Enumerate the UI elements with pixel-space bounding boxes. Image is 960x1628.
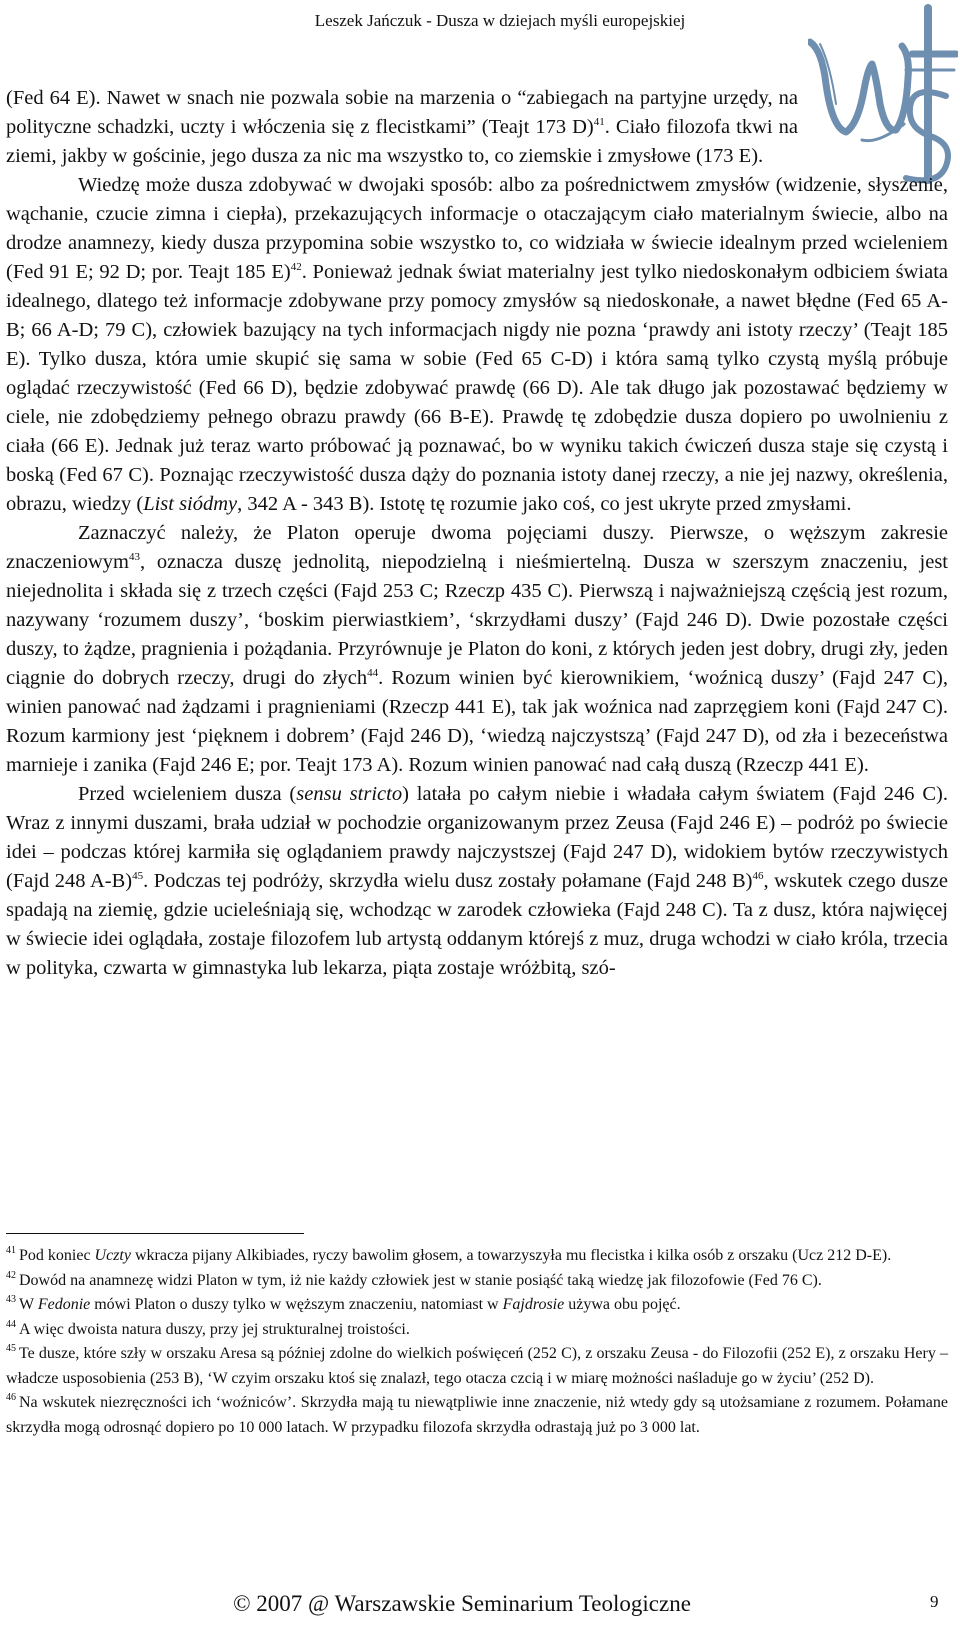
footnote-ref: 45 (132, 870, 144, 882)
footnote: $^{45}$ Te dusze, które szły w orszaku Aresa są później zdolne do wielkich poświęceń (252 C), z orszaku Zeusa - do Filozofii (252 E), z orszaku Hery – władcze usposobienia (253 B), ‘W czyim orszaku ktoś się znalazł, tego otacza czcią i w miarę możności naśladuje go w życiu’ (252 D). (6, 1343, 948, 1387)
footnote-ref: 41 (593, 116, 605, 128)
footnote-ref: 44 (367, 667, 379, 679)
body-text (6, 84, 948, 983)
paragraph: Zaznaczyć należy, że Platon operuje dwoma pojęciami duszy. Pierwsze, o węższym zakresie znaczeniowym$^{43}$, oznacza duszę jednolitą, niepodzielną i nieśmiertelną. Dusza w szerszym znaczeniu, jest niejednolita i składa się z trzech części (Fajd 253 C; Rzeczp 435 C). Pierwszą i najważniejszą częścią jest rozum, nazywany ‘rozumem duszy’, ‘boskim pierwiastkiem’, ‘skrzydłami duszy’ (Fajd 246 D). Dwie pozostałe części duszy, to żądze, pragnienia i pożądania. Przyrównuje je Platon do koni, z których jeden jest dobry, drugi zły, jeden ciągnie do dobrych rzeczy, drugi do złych$^{44}$. Rozum winien być kierownikiem, ‘woźnicą duszy’ (Fajd 247 C), winien panować nad żądzami i pragnieniami (Rzeczp 441 E), tak jak woźnica nad zaprzęgiem koni (Fajd 247 C). Rozum karmiony jest ‘pięknem i dobrem’ (Fajd 246 D), ‘wiedzą najczystszą’ (Fajd 247 D), od zła i bezeceństwa marnieje i zanika (Fajd 246 E; por. Teajt 173 A). Rozum winien panować nad całą duszą (Rzeczp 441 E). (6, 522, 949, 776)
paragraph: Wiedzę może dusza zdobywać w dwojaki sposób: albo za pośrednictwem zmysłów (widzenie, słyszenie, wąchanie, czucie zimna i ciepła), przekazujących informacje o otaczającym ciało materialnym świecie, albo na drodze anamnezy, kiedy dusza przypomina sobie wszystko to, co widziała w świecie idealnym przed wcieleniem (Fed 91 E; 92 D; por. Teajt 185 E)$^{42}$. Ponieważ jednak świat materialny jest tylko niedoskonałym odbiciem świata idealnego, dlatego też informacje zdobywane przy pomocy zmysłów są niedoskonałe, a nawet błędne (Fed 65 A-B; 66 A-D; 79 C), człowiek bazujący na tych informacjach nigdy nie pozna ‘prawdy ani istoty rzeczy’ (Teajt 185 E). Tylko dusza, która umie skupić się sama w sobie (Fed 65 C-D) i która samą tylko czystą myślą próbuje oglądać rzeczywistość (Fed 66 D), będzie zdobywać prawdę (66 D). Ale tak długo jak pozostawać będziemy w ciele, nie zdobędziemy pełnego obrazu prawdy (66 B-E). Prawdę tę zdobędzie dusza dopiero po uwolnieniu z ciała (66 E). Jednak już teraz warto próbować ją poznawać, bo w wyniku takich ćwiczeń dusza staje się czystą i boską (Fed 67 C). Poznając rzeczywistość dusza dąży do poznania istoty danej rzeczy, a nie jej nazwy, określenia, obrazu, wiedzy (List siódmy, 342 A - 343 B). Istotę tę rozumie jako coś, co jest ukryte przed zmysłami. (6, 174, 949, 515)
italic-phrase: sensu stricto (296, 783, 403, 805)
page-number: 9 (930, 1592, 939, 1611)
footnote: $^{41}$ Pod koniec Uczty wkracza pijany Alkibiades, ryczy bawolim głosem, a towarzyszyła mu flecistka i kilka osób z orszaku (Ucz 212 D-E). (6, 1245, 892, 1264)
running-header: Leszek Jańczuk - Dusza w dziejach myśli europejskiej (314, 11, 686, 30)
page-footer: © 2007 @ Warszawskie Seminarium Teologiczne (233, 1591, 691, 1616)
footnotes (6, 1244, 948, 1440)
footnote-separator (6, 1233, 304, 1234)
paragraph: Przed wcieleniem dusza (sensu stricto) latała po całym niebie i władała całym światem (Fajd 246 C). Wraz z innymi duszami, brała udział w pochodzie organizowanym przez Zeusa (Fajd 246 E) – podróż po świecie idei – podczas której karmiła się oglądaniem prawdy najczystszej (Fajd 247 D), widokiem bytów rzeczywistych (Fajd 248 A-B)$^{45}$. Podczas tej podróży, skrzydła wielu dusz zostały połamane (Fajd 248 B)$^{46}$, wskutek czego dusze spadają na ziemię, gdzie ucieleśniają się, wchodząc w zarodek człowieka (Fajd 248 C). Ta z dusz, która najwięcej w świecie idei oglądała, zostaje filozofem lub artystą oddanym którejś z muz, druga wchodzi w ciało króla, trzecia w polityka, czwarta w gimnastyka lub lekarza, piąta zostaje wróżbitą, szó- (6, 783, 948, 979)
footnote: $^{44}$ A więc dwoista natura duszy, przy jej strukturalnej troistości. (6, 1318, 410, 1338)
footnote-ref: 43 (128, 551, 140, 563)
footnote-ref: 46 (752, 870, 764, 882)
italic-title: List siódmy (143, 493, 238, 515)
footnote: $^{46}$ Na wskutek niezręczności ich ‘woźniców’. Skrzydła mają tu niewątpliwie inne znaczenie, niż wtedy gdy są utożsamiane z rozumem. Połamane skrzydła mogą odrosnąć dopiero po 10 000 latach. W przypadku filozofa skrzydła odrastają już po 3 000 lat. (6, 1392, 948, 1436)
paragraph: (Fed 64 E). Nawet w snach nie pozwala sobie na marzenia o “zabiegach na partyjne urzędy, na polityczne schadzki, uczty i włóczenia się z flecistkami” (Teajt 173 D)$^{41}$. Ciało filozofa tkwi na ziemi, jakby w gościnie, jego dusza za nic ma wszystko to, co ziemskie i zmysłowe (173 E). (6, 87, 798, 167)
footnote: $^{42}$ Dowód na anamnezę widzi Platon w tym, iż nie każdy człowiek jest w stanie posiąść taką wiedzę jak filozofowie (Fed 76 C). (6, 1269, 822, 1289)
footnote-ref: 42 (290, 261, 302, 273)
footnote: $^{43}$ W Fedonie mówi Platon o duszy tylko w węższym znaczeniu, natomiast w Fajdrosie używa obu pojęć. (6, 1294, 681, 1313)
